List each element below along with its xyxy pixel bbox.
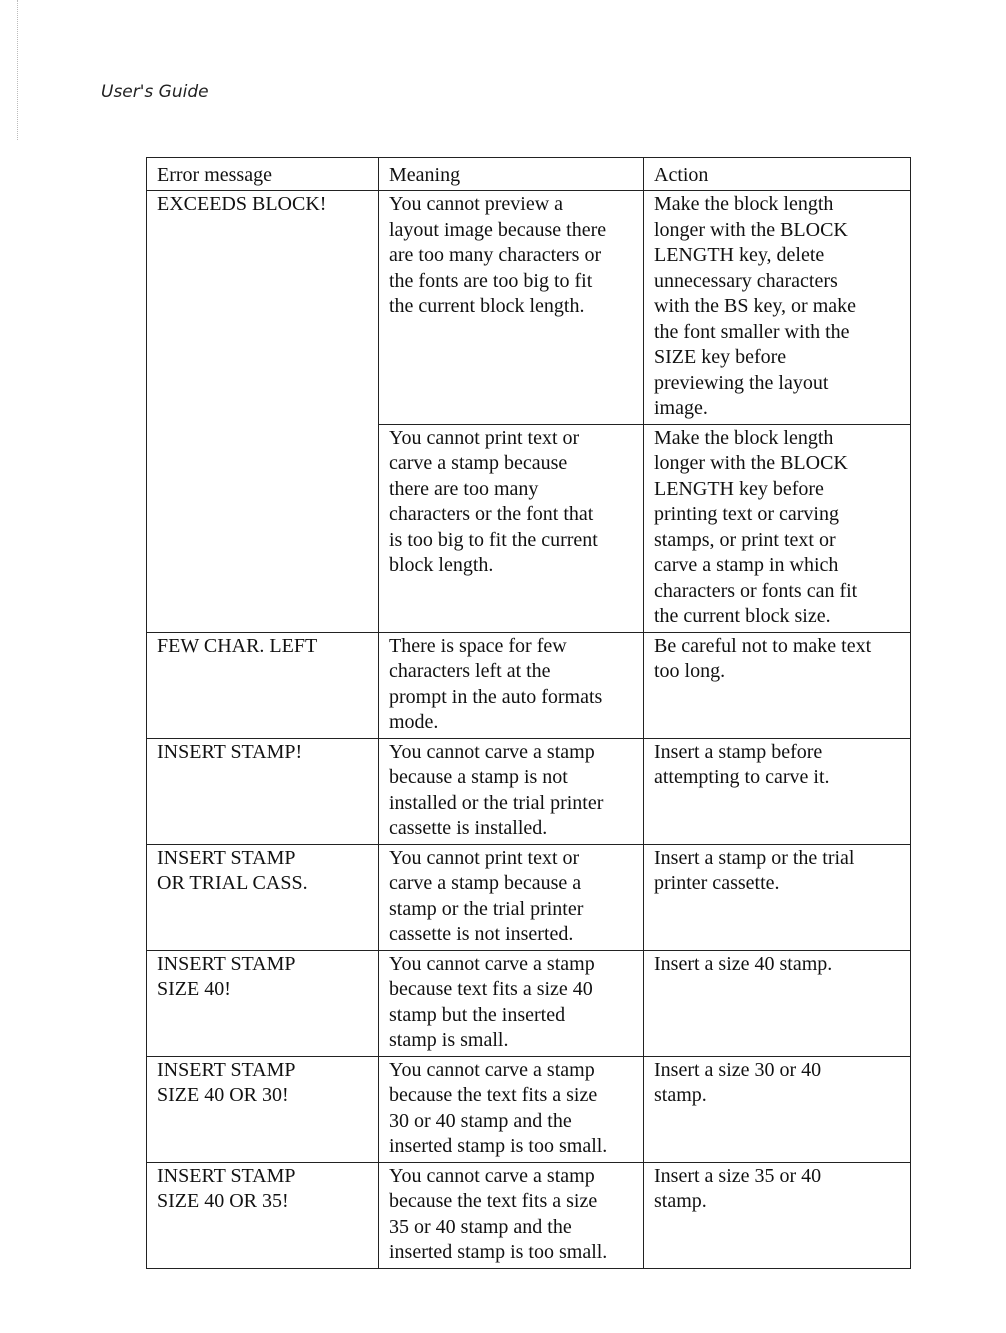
meaning-text: There is space for few characters left at the prompt in the auto formats mode.	[389, 634, 603, 733]
action-text: Insert a size 35 or 40 stamp.	[654, 1164, 822, 1212]
action-text: Insert a stamp or the trial printer cassette.	[654, 846, 855, 894]
action-text: Insert a size 40 stamp.	[654, 952, 833, 975]
meaning-text: You cannot carve a stamp because the text fits a size 35 or 40 stamp and the inserted stamp is too small.	[389, 1164, 608, 1263]
table-row	[147, 1162, 911, 1268]
error-message-text: FEW CHAR. LEFT	[157, 634, 318, 657]
meaning-cell	[379, 424, 644, 632]
meaning-cell	[379, 1162, 644, 1268]
meaning-cell	[379, 1056, 644, 1162]
table-row	[147, 844, 911, 950]
meaning-text: You cannot preview a layout image because there are too many characters or the fonts are too big to fit the current block length.	[389, 193, 607, 317]
column-header-error-message: Error message	[147, 158, 379, 191]
table-header-row	[147, 158, 911, 191]
meaning-cell	[379, 844, 644, 950]
action-text: Insert a size 30 or 40 stamp.	[654, 1058, 822, 1106]
action-cell	[644, 1056, 911, 1162]
meaning-text: You cannot print text or carve a stamp because a stamp or the trial printer cassette is not inserted.	[389, 846, 584, 945]
meaning-text: You cannot carve a stamp because the text fits a size 30 or 40 stamp and the inserted stamp is too small.	[389, 1058, 608, 1157]
error-message-cell	[147, 632, 379, 738]
action-cell	[644, 424, 911, 632]
action-text: Make the block length longer with the BLOCK LENGTH key, delete unnecessary characters with the BS key, or make the font smaller with the SIZE key before previewing the layout image.	[654, 193, 857, 419]
error-message-table	[146, 157, 911, 1269]
action-cell	[644, 191, 911, 425]
table-row	[147, 1056, 911, 1162]
error-message-text: INSERT STAMP SIZE 40 OR 30!	[157, 1058, 296, 1106]
action-text: Be careful not to make text too long.	[654, 634, 872, 682]
error-message-cell	[147, 1056, 379, 1162]
scan-edge-marks	[17, 0, 19, 140]
error-message-cell	[147, 1162, 379, 1268]
error-message-text: INSERT STAMP OR TRIAL CASS.	[157, 846, 308, 894]
action-cell	[644, 632, 911, 738]
action-text: Make the block length longer with the BLOCK LENGTH key before printing text or carving stamps, or print text or carve a stamp in which characters or fonts can fit the current block size.	[654, 426, 858, 627]
action-text: Insert a stamp before attempting to carve it.	[654, 740, 830, 788]
action-cell	[644, 1162, 911, 1268]
meaning-cell	[379, 950, 644, 1056]
column-header-meaning: Meaning	[379, 158, 644, 191]
error-message-text: INSERT STAMP SIZE 40!	[157, 952, 296, 1000]
column-header-action: Action	[644, 158, 911, 191]
error-message-cell	[147, 738, 379, 844]
error-message-text: INSERT STAMP SIZE 40 OR 35!	[157, 1164, 296, 1212]
meaning-text: You cannot carve a stamp because text fits a size 40 stamp but the inserted stamp is small.	[389, 952, 595, 1051]
meaning-cell	[379, 632, 644, 738]
table-row	[147, 632, 911, 738]
action-cell	[644, 738, 911, 844]
meaning-cell	[379, 738, 644, 844]
table-row	[147, 738, 911, 844]
error-message-cell	[147, 950, 379, 1056]
meaning-cell	[379, 191, 644, 425]
error-message-text: INSERT STAMP!	[157, 740, 303, 763]
error-message-cell	[147, 191, 379, 633]
meaning-text: You cannot print text or carve a stamp because there are too many characters or the font that is too big to fit the current block length.	[389, 426, 598, 576]
meaning-text: You cannot carve a stamp because a stamp is not installed or the trial printer cassette is installed.	[389, 740, 604, 839]
page-header: User's Guide	[101, 82, 209, 102]
table-row	[147, 191, 911, 425]
table-row	[147, 950, 911, 1056]
error-message-text: EXCEEDS BLOCK!	[157, 193, 327, 215]
action-cell	[644, 844, 911, 950]
action-cell	[644, 950, 911, 1056]
error-message-cell	[147, 844, 379, 950]
